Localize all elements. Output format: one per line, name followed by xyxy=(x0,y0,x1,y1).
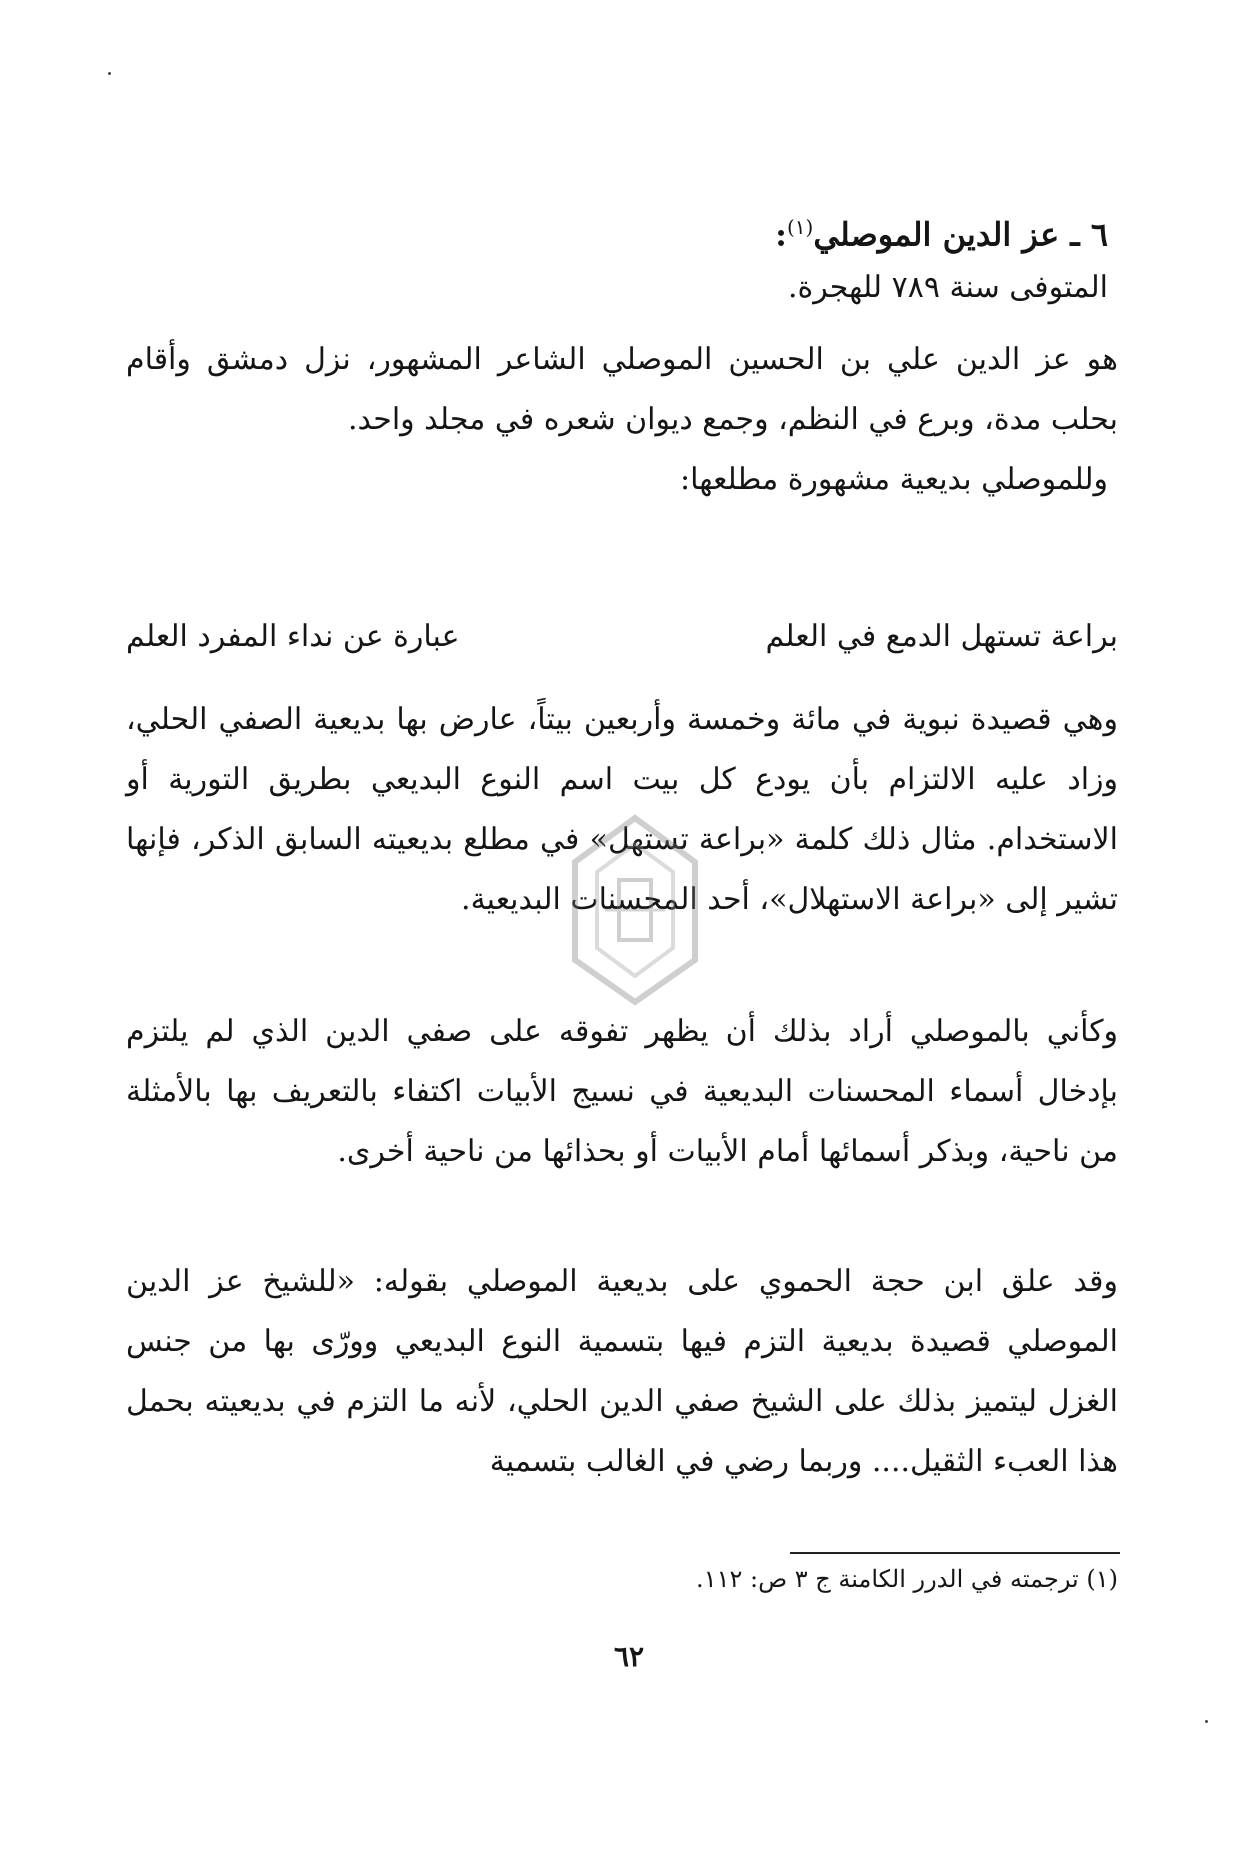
heading-text: ٦ ـ عز الدين الموصلي xyxy=(813,215,1108,254)
verse-second-hemistich: عبارة عن نداء المفرد العلم xyxy=(126,619,460,654)
paragraph-badiiyya-description: وهي قصيدة نبوية في مائة وخمسة وأربعين بيتاً، عارض بها بديعية الصفي الحلي، وزاد عليه الالتزام بأن يودع كل بيت اسم النوع البديعي بطريق التورية أو الاستخدام. مثال ذلك كلمة «براعة تستهل» في مطلع بديعيته السابق الذكر، فإنها تشير إلى «براعة الاستهلال»، أحد المحسنات البديعية. xyxy=(126,702,1118,917)
paragraph-intro-verse: وللموصلي بديعية مشهورة مطلعها: xyxy=(680,462,1108,497)
poem-verse xyxy=(126,607,1118,667)
scan-speck xyxy=(108,72,111,75)
verse-first-hemistich: براعة تستهل الدمع في العلم xyxy=(765,619,1118,654)
library-seal-icon xyxy=(545,810,725,1010)
footnote-divider xyxy=(790,1552,1120,1554)
heading-colon: : xyxy=(775,215,787,254)
footnote: (١) ترجمته في الدرر الكامنة ج ٣ ص: ١١٢. xyxy=(696,1565,1118,1593)
scan-speck xyxy=(1205,1720,1208,1723)
paragraph-mawsili-intent: وكأني بالموصلي أراد بذلك أن يظهر تفوقه على صفي الدين الذي لم يلتزم بإدخال أسماء المحسنات البديعية في نسيج الأبيات اكتفاء بالتعريف بها بالأمثلة من ناحية، وبذكر أسمائها أمام الأبيات أو بحذائها من ناحية أخرى. xyxy=(126,1014,1118,1169)
section-heading xyxy=(775,215,1108,254)
paragraph-biography: هو عز الدين علي بن الحسين الموصلي الشاعر المشهور، نزل دمشق وأقام بحلب مدة، وبرع في النظم، وجمع ديوان شعره في مجلد واحد. xyxy=(126,342,1118,437)
footnote-marker: (١) xyxy=(786,215,814,239)
page-number: ٦٢ xyxy=(613,1640,645,1673)
paragraph-ibn-hijja-quote: وقد علق ابن حجة الحموي على بديعية الموصلي بقوله: «للشيخ عز الدين الموصلي قصيدة بديعية التزم فيها بتسمية النوع البديعي وورّى بها من جنس الغزل ليتميز بذلك على الشيخ صفي الدين الحلي، لأنه ما التزم في بديعيته بحمل هذا العبء الثقيل.... وربما رضي في الغالب بتسمية xyxy=(126,1264,1119,1479)
death-year-line: المتوفى سنة ٧٨٩ للهجرة. xyxy=(787,270,1108,305)
